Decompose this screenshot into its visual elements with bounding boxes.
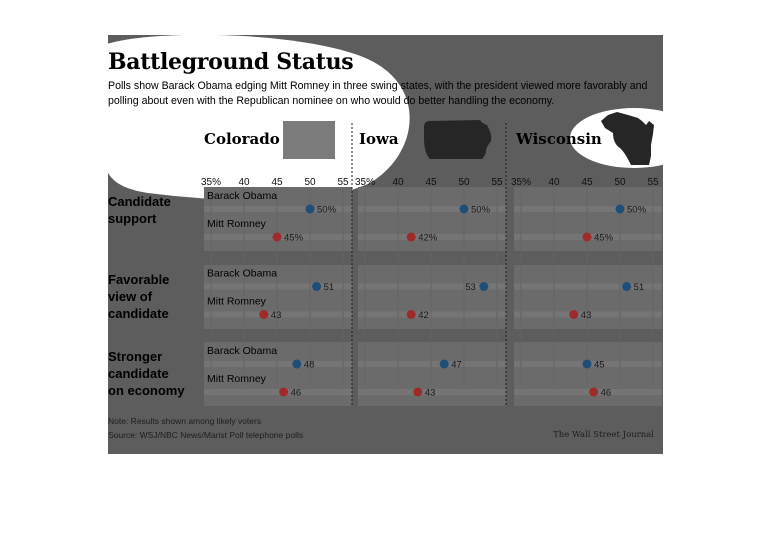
data-label: 50%: [627, 204, 647, 216]
data-dot: [312, 282, 321, 291]
publisher-credit: The Wall Street Journal: [553, 430, 654, 440]
data-dot: [616, 205, 625, 214]
tick-label: 55: [337, 177, 349, 188]
candidate-label: Barack Obama: [207, 267, 278, 280]
data-label: 45%: [594, 232, 614, 244]
data-label: 42: [418, 310, 429, 321]
data-dot: [460, 205, 469, 214]
metric-label: support: [108, 211, 157, 226]
data-label: 53: [465, 282, 476, 293]
tick-label: 50: [304, 177, 316, 188]
data-dot: [259, 310, 268, 319]
data-dot: [583, 360, 592, 369]
data-label: 43: [270, 310, 282, 321]
tick-label: 35%: [510, 177, 532, 188]
tick-label: 40: [392, 177, 404, 188]
data-label: 46: [290, 387, 302, 399]
metric-label: view of: [108, 289, 153, 304]
data-dot: [306, 205, 315, 214]
data-dot: [407, 310, 416, 319]
row-band: [514, 342, 662, 406]
row-band: [358, 265, 506, 329]
tick-label: 40: [238, 177, 250, 188]
infographic: [108, 35, 663, 454]
metric-label: Candidate: [108, 194, 171, 209]
state-title-iowa: Iowa: [359, 130, 399, 148]
data-label: 43: [424, 387, 436, 399]
data-label: 42%: [418, 232, 438, 244]
data-label: 50%: [471, 204, 491, 216]
metric-label: candidate: [108, 306, 169, 321]
data-label: 50%: [317, 204, 337, 216]
metric-label: on economy: [108, 383, 185, 398]
dot-plot: [108, 35, 663, 454]
candidate-label: Mitt Romney: [207, 295, 266, 308]
metric-label: Favorable: [108, 272, 170, 287]
data-dot: [413, 388, 422, 397]
tick-label: 45: [425, 177, 437, 188]
candidate-label: Mitt Romney: [207, 373, 266, 385]
data-label: 46: [600, 387, 612, 399]
data-dot: [569, 310, 578, 319]
data-dot: [440, 360, 449, 369]
tick-label: 35%: [200, 177, 222, 188]
chart-title: Battleground Status: [108, 49, 354, 75]
candidate-label: Barack Obama: [207, 190, 278, 202]
row-track: [358, 361, 506, 367]
tick-label: 40: [548, 177, 560, 188]
metric-label: Stronger: [108, 349, 163, 364]
data-dot: [279, 388, 288, 397]
tick-label: 50: [458, 177, 470, 188]
data-label: 51: [323, 282, 335, 293]
data-label: 45: [594, 359, 605, 371]
tick-label: 55: [647, 177, 659, 188]
row-band: [514, 187, 662, 251]
candidate-label: Mitt Romney: [207, 218, 266, 230]
tick-label: 45: [581, 177, 593, 188]
state-title-colorado: Colorado: [204, 130, 280, 148]
data-dot: [273, 233, 282, 242]
row-track: [358, 312, 506, 318]
data-label: 51: [633, 282, 645, 293]
tick-label: 55: [491, 177, 503, 188]
data-label: 48: [303, 359, 315, 371]
data-dot: [407, 233, 416, 242]
data-dot: [622, 282, 631, 291]
note-text: Note: Results shown among likely voters: [108, 416, 262, 426]
row-track: [204, 389, 352, 395]
row-track: [514, 389, 662, 395]
data-dot: [479, 282, 488, 291]
chart-subtitle: Polls show Barack Obama edging Mitt Romney in three swing states, with the president viewed more favorably and polling about even with the Republican nominee on who would do better handling the economy.: [108, 80, 648, 107]
state-title-wisconsin: Wisconsin: [516, 130, 602, 148]
data-dot: [292, 360, 301, 369]
candidate-label: Barack Obama: [207, 345, 278, 357]
tick-label: 45: [271, 177, 283, 188]
data-label: 47: [451, 359, 462, 371]
data-label: 45%: [284, 232, 304, 244]
source-text: Source: WSJ/NBC News/Marist Poll telephone polls: [108, 430, 304, 440]
tick-label: 50: [614, 177, 626, 188]
tick-label: 35%: [354, 177, 376, 188]
data-dot: [583, 233, 592, 242]
row-track: [204, 361, 352, 367]
data-dot: [589, 388, 598, 397]
metric-label: candidate: [108, 366, 169, 381]
data-label: 43: [580, 310, 592, 321]
